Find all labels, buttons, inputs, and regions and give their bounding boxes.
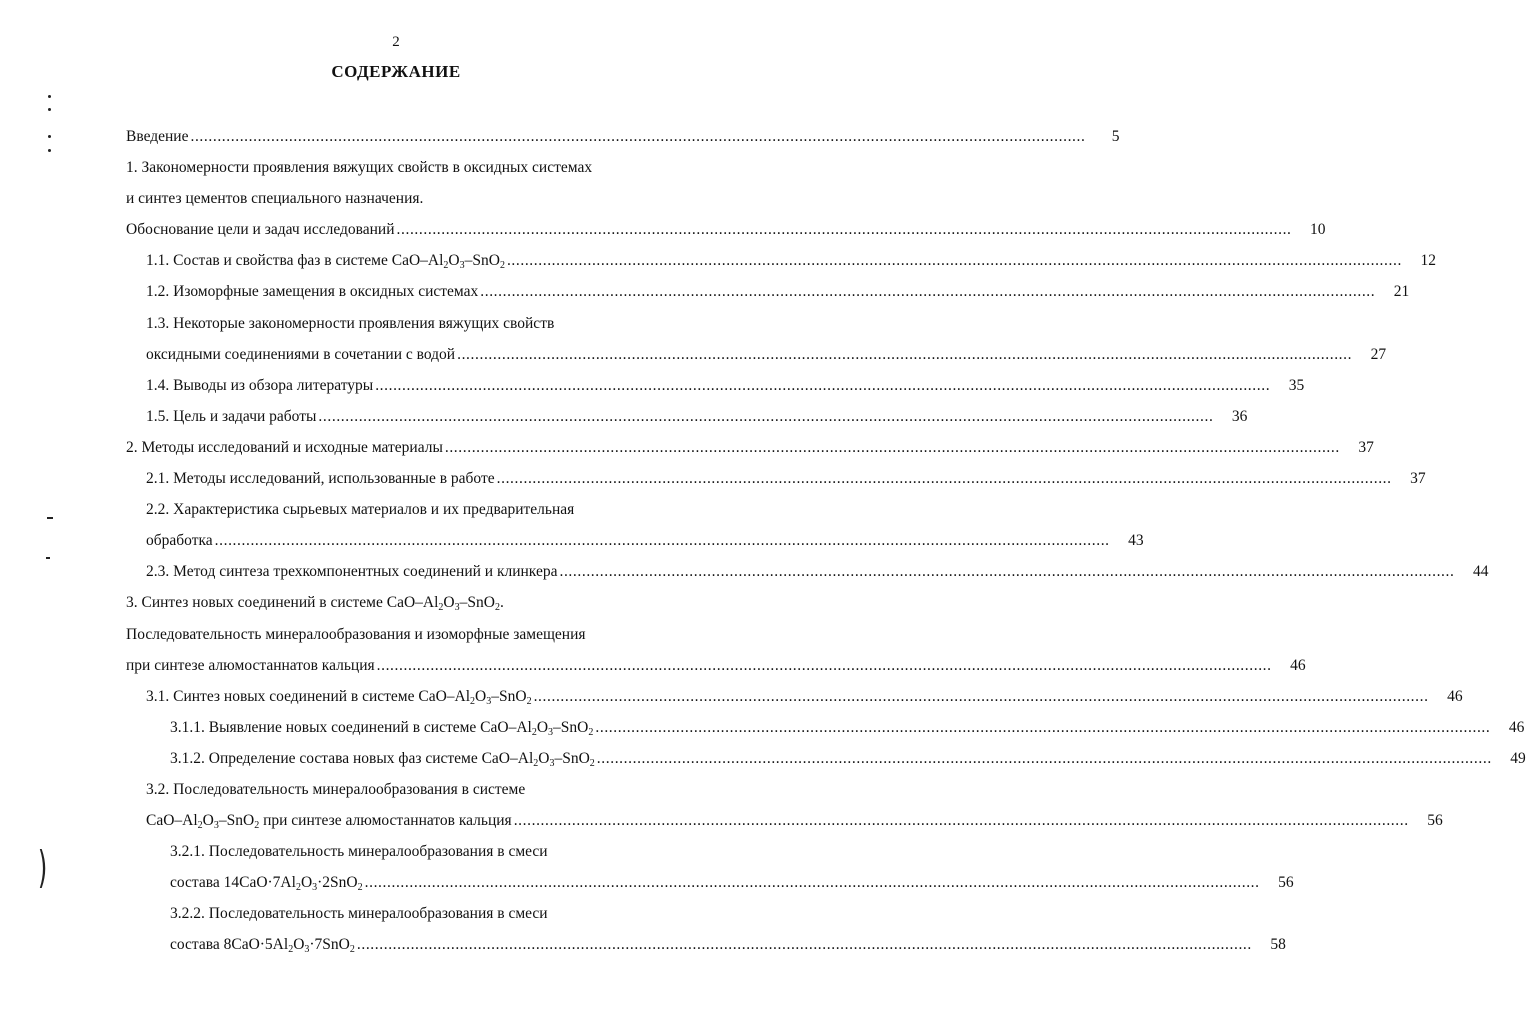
toc-entry-text: Введение [126, 128, 189, 145]
scan-speck [48, 95, 51, 98]
toc-entry-3-2[interactable] [146, 805, 1443, 836]
toc-row [0, 712, 1525, 743]
toc-entry-1-5[interactable] [146, 401, 1248, 432]
scan-speck [47, 517, 53, 519]
toc-entry-text: обработка [146, 532, 213, 550]
toc-row [0, 432, 1374, 463]
toc-row [0, 152, 792, 183]
table-of-contents [0, 121, 1526, 961]
toc-row [0, 681, 1463, 712]
scan-speck [48, 149, 51, 152]
toc-entry-text: 2.2. Характеристика сырьевых материалов и их предварительная [146, 501, 575, 519]
toc-page-number: 56 [1427, 812, 1443, 830]
toc-page-number: 49 [1510, 749, 1526, 767]
leader-dots: ........................................................................................................................................................................................................ [376, 656, 1272, 674]
toc-page-number: 12 [1420, 252, 1436, 270]
toc-row [0, 183, 792, 214]
toc-row [0, 898, 792, 929]
toc-row [0, 774, 792, 805]
toc-row [0, 650, 1306, 681]
toc-page-number: 43 [1128, 532, 1144, 550]
toc-entry-3-1-2[interactable] [170, 743, 1526, 774]
toc-entry-1-2[interactable] [146, 276, 1410, 307]
leader-dots: ........................................................................................................................................................................................................ [356, 936, 1252, 954]
toc-entry-text: Последовательность минералообразования и изоморфные замещения [126, 625, 586, 643]
toc-page-number: 46 [1447, 687, 1463, 705]
page-number: 2 [392, 34, 400, 50]
leader-dots: ........................................................................................................................................................................................................ [396, 221, 1292, 239]
toc-entry-3-1[interactable] [146, 681, 1463, 712]
toc-entry-introduction[interactable] [126, 121, 1120, 152]
toc-row [0, 836, 792, 867]
toc-entry-text: и синтез цементов специального назначения. [126, 190, 424, 208]
leader-dots: ........................................................................................................................................................................................................ [506, 252, 1402, 270]
toc-entry-text: 1.3. Некоторые закономерности проявления вяжущих свойств [146, 314, 555, 332]
leader-dots: ........................................................................................................................................................................................................ [214, 532, 1110, 550]
toc-entry-text: 3.2.1. Последовательность минералообразования в смеси [170, 843, 548, 861]
toc-entry-text: 1.5. Цель и задачи работы [146, 407, 317, 425]
toc-entry-text: 3.1.2. Определение состава новых фаз системе CaO–$Al_2O_3-SnO_2$ [170, 749, 595, 769]
toc-entry-text: CaO–$Al_2O_3-SnO_2$ при синтезе алюмостаннатов кальция [146, 812, 512, 832]
toc-row [0, 121, 1120, 152]
toc-page-number: 27 [1370, 345, 1387, 363]
toc-entry-text: 3. Синтез новых соединений в системе CaO–$Al_2O_3-SnO_2$. [126, 594, 504, 614]
toc-entry-3-2-2[interactable] [170, 929, 1286, 960]
toc-entry-text: 1. Закономерности проявления вяжущих свойств в оксидных системах [126, 159, 593, 177]
toc-entry-1-3[interactable] [146, 339, 1387, 370]
scan-speck [48, 108, 51, 111]
toc-page-number: 37 [1358, 438, 1374, 456]
toc-page-number: 46 [1508, 718, 1525, 736]
toc-row [0, 743, 1526, 774]
toc-entry-text: 1.1. Состав и свойства фаз в системе CaO–$Al_2O_3-SnO_2$ [146, 252, 505, 272]
toc-row [0, 214, 1326, 245]
toc-entry-chapter-3[interactable] [126, 650, 1306, 681]
toc-entry-3-1-1[interactable] [170, 712, 1525, 743]
toc-entry-text: 3.1. Синтез новых соединений в системе CaO–$Al_2O_3-SnO_2$ [146, 687, 532, 707]
scan-speck [46, 557, 50, 559]
toc-entry-chapter-1[interactable] [126, 214, 1326, 245]
toc-page-number: 37 [1410, 470, 1426, 488]
toc-entry-2-2[interactable] [146, 525, 1144, 556]
toc-row [0, 587, 792, 618]
toc-row [0, 867, 1294, 898]
leader-dots: ........................................................................................................................................................................................................ [559, 563, 1455, 581]
margin-bracket-mark: ) [37, 842, 48, 893]
toc-entry-2-3[interactable] [146, 556, 1489, 587]
toc-page-number: 36 [1231, 407, 1248, 425]
toc-page-number: 21 [1393, 283, 1410, 301]
toc-entry-text: состава $8CaO\cdot 5Al_2O_3\cdot 7SnO_2$ [170, 936, 355, 956]
leader-dots: ........................................................................................................................................................................................................ [190, 128, 1086, 145]
toc-row [0, 494, 792, 525]
toc-row [0, 556, 1489, 587]
leader-dots: ........................................................................................................................................................................................................ [457, 345, 1353, 363]
leader-dots: ........................................................................................................................................................................................................ [444, 438, 1340, 456]
leader-dots: ........................................................................................................................................................................................................ [480, 283, 1376, 301]
toc-entry-text: 3.1.1. Выявление новых соединений в системе CaO–$Al_2O_3-SnO_2$ [170, 718, 594, 738]
toc-entry-text: Обоснование цели и задач исследований [126, 221, 395, 239]
toc-entry-text: состава $14CaO\cdot 7Al_2O_3\cdot 2SnO_2$ [170, 874, 363, 894]
toc-page-number: 56 [1278, 874, 1294, 892]
leader-dots: ........................................................................................................................................................................................................ [375, 376, 1271, 394]
toc-entry-text: 1.4. Выводы из обзора литературы [146, 376, 374, 394]
toc-entry-2-1[interactable] [146, 463, 1426, 494]
toc-entry-text: 2.3. Метод синтеза трехкомпонентных соединений и клинкера [146, 563, 558, 581]
toc-row [0, 370, 1305, 401]
toc-row [0, 401, 1248, 432]
scan-speck [48, 135, 51, 138]
toc-entry-text: 3.2. Последовательность минералообразования в системе [146, 780, 526, 798]
toc-entry-text: 3.2.2. Последовательность минералообразования в смеси [170, 905, 548, 923]
leader-dots: ........................................................................................................................................................................................................ [596, 749, 1492, 767]
toc-entry-1-4[interactable] [146, 370, 1305, 401]
toc-entry-text: при синтезе алюмостаннатов кальция [126, 656, 375, 674]
leader-dots: ........................................................................................................................................................................................................ [496, 470, 1392, 488]
toc-row [0, 308, 792, 339]
toc-row [0, 245, 1436, 276]
leader-dots: ........................................................................................................................................................................................................ [513, 812, 1409, 830]
leader-dots: ........................................................................................................................................................................................................ [533, 687, 1429, 705]
toc-row [0, 805, 1443, 836]
toc-page-number: 58 [1270, 936, 1286, 954]
toc-row [0, 339, 1387, 370]
page-title: СОДЕРЖАНИЕ [331, 62, 461, 81]
toc-row [0, 619, 792, 650]
toc-row [0, 525, 1144, 556]
toc-page-number: 46 [1290, 656, 1306, 674]
toc-entry-chapter-2[interactable] [126, 432, 1374, 463]
toc-entry-text: 1.2. Изоморфные замещения в оксидных системах [146, 283, 479, 301]
leader-dots: ........................................................................................................................................................................................................ [318, 407, 1214, 425]
toc-row [0, 276, 1410, 307]
leader-dots: ........................................................................................................................................................................................................ [364, 874, 1260, 892]
toc-page-number: 5 [1111, 128, 1120, 145]
toc-entry-text: оксидными соединениями в сочетании с водой [146, 345, 456, 363]
toc-row [0, 929, 1286, 960]
toc-page-number: 10 [1310, 221, 1326, 239]
toc-page-number: 44 [1472, 563, 1489, 581]
toc-entry-text: 2. Методы исследований и исходные материалы [126, 438, 443, 456]
toc-entry-3-2-1[interactable] [170, 867, 1294, 898]
toc-page-number: 35 [1288, 376, 1305, 394]
toc-entry-1-1[interactable] [146, 245, 1436, 276]
toc-entry-text: 2.1. Методы исследований, использованные в работе [146, 470, 495, 488]
toc-row [0, 463, 1426, 494]
leader-dots: ........................................................................................................................................................................................................ [595, 718, 1491, 736]
